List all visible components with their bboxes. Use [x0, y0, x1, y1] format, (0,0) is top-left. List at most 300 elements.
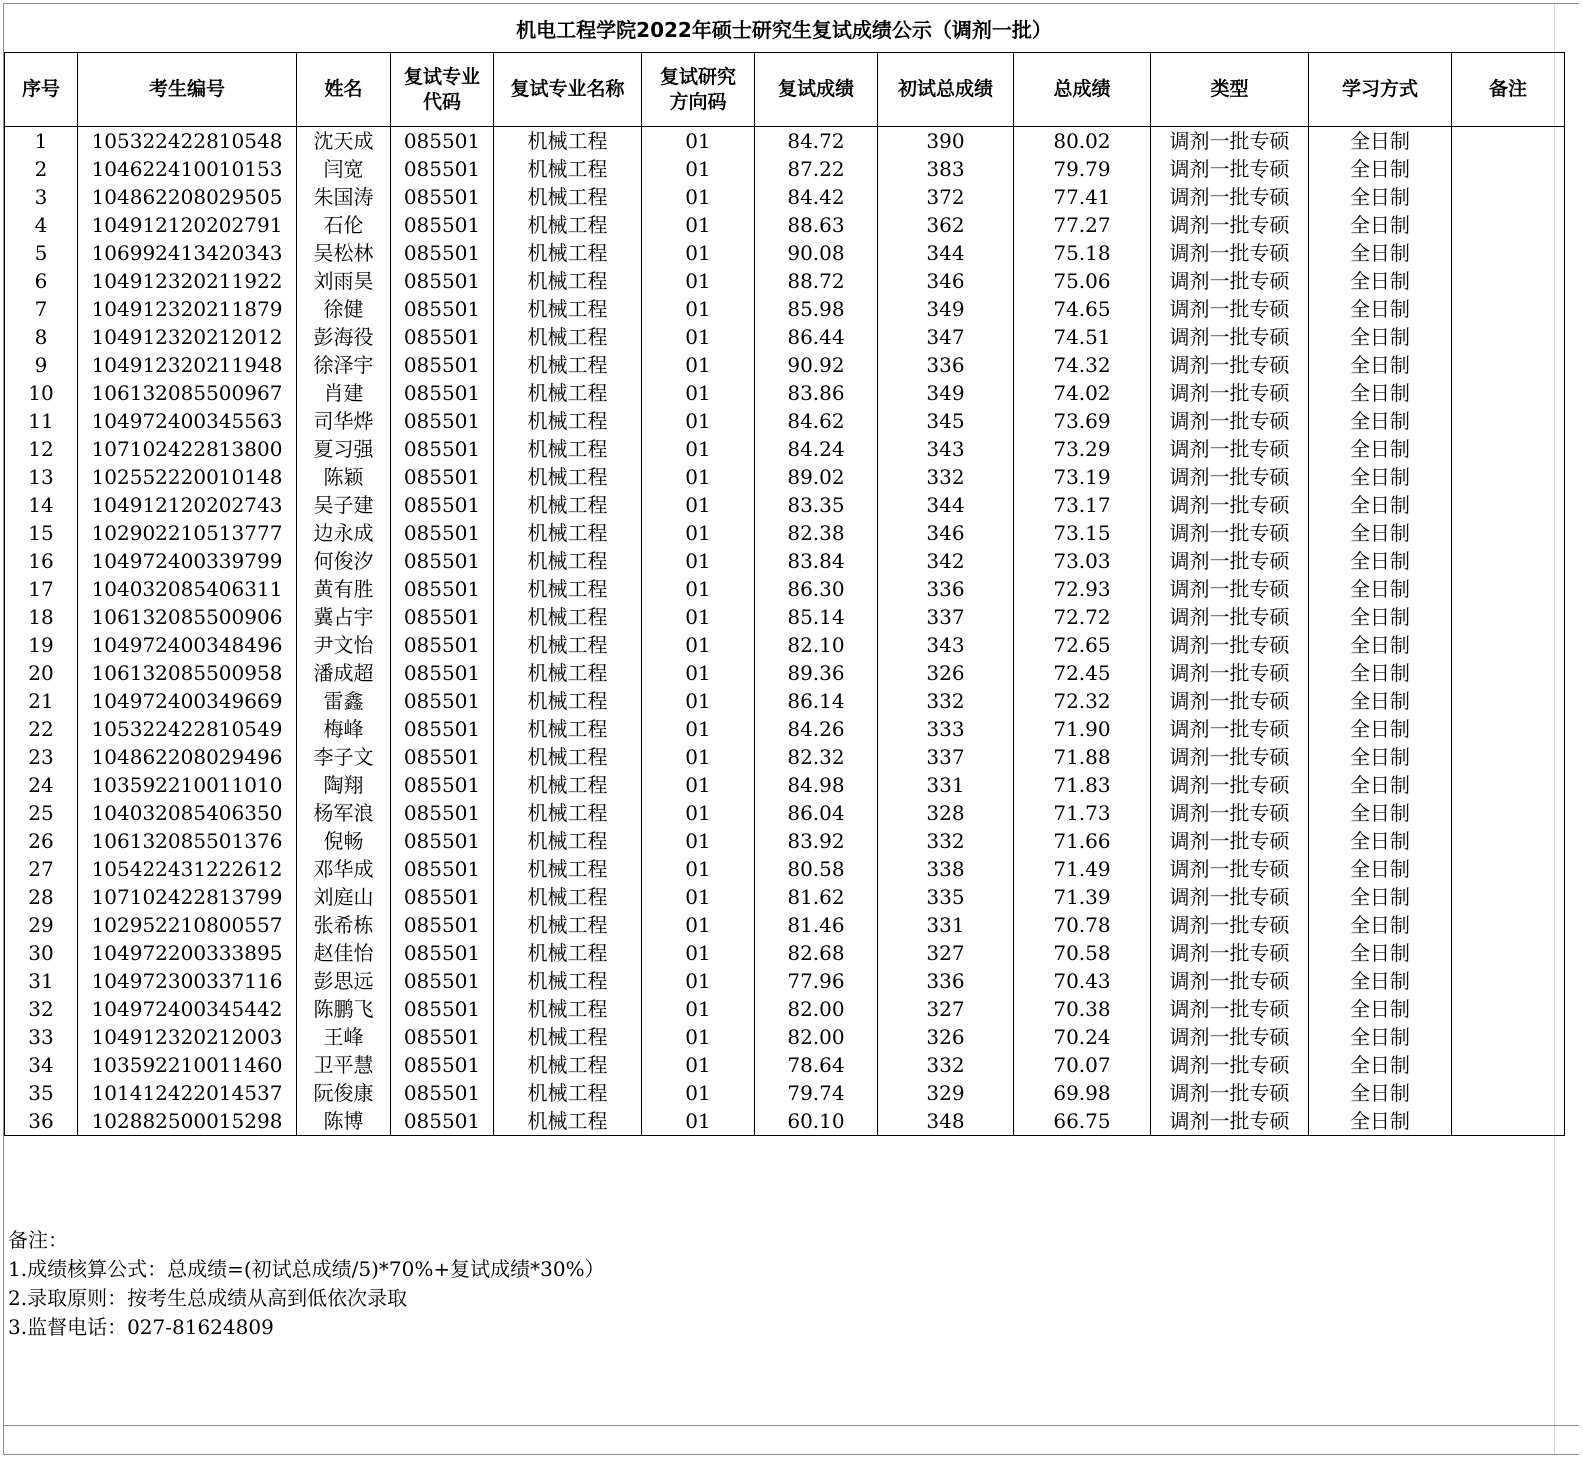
cell-major-name: 机械工程: [494, 687, 642, 715]
cell-study-mode: 全日制: [1309, 1023, 1452, 1051]
cell-major-name: 机械工程: [494, 239, 642, 267]
cell-total-score: 72.72: [1014, 603, 1151, 631]
cell-retest-score: 90.92: [755, 351, 878, 379]
cell-retest-score: 90.08: [755, 239, 878, 267]
cell-direction-code: 01: [642, 799, 755, 827]
cell-type: 调剂一批专硕: [1151, 715, 1309, 743]
cell-study-mode: 全日制: [1309, 911, 1452, 939]
cell-major-name: 机械工程: [494, 603, 642, 631]
cell-study-mode: 全日制: [1309, 995, 1452, 1023]
cell-initial-score: 329: [878, 1079, 1014, 1107]
cell-remarks: [1452, 407, 1565, 435]
cell-initial-score: 333: [878, 715, 1014, 743]
cell-direction-code: 01: [642, 407, 755, 435]
cell-index: 15: [5, 519, 78, 547]
cell-direction-code: 01: [642, 827, 755, 855]
cell-remarks: [1452, 323, 1565, 351]
cell-major-code: 085501: [391, 743, 494, 771]
cell-major-code: 085501: [391, 211, 494, 239]
table-row: [5, 491, 1565, 519]
cell-retest-score: 82.68: [755, 939, 878, 967]
cell-name: 李子文: [297, 743, 391, 771]
cell-remarks: [1452, 155, 1565, 183]
cell-retest-score: 84.72: [755, 127, 878, 156]
table-row: [5, 463, 1565, 491]
cell-name: 陈颖: [297, 463, 391, 491]
cell-study-mode: 全日制: [1309, 603, 1452, 631]
table-row: [5, 407, 1565, 435]
cell-major-name: 机械工程: [494, 715, 642, 743]
cell-name: 雷鑫: [297, 687, 391, 715]
cell-major-name: 机械工程: [494, 407, 642, 435]
cell-remarks: [1452, 827, 1565, 855]
cell-candidate-id: 102952210800557: [78, 911, 297, 939]
cell-total-score: 70.78: [1014, 911, 1151, 939]
table-row: [5, 911, 1565, 939]
cell-total-score: 70.43: [1014, 967, 1151, 995]
cell-candidate-id: 102552220010148: [78, 463, 297, 491]
cell-remarks: [1452, 1051, 1565, 1079]
cell-remarks: [1452, 799, 1565, 827]
cell-type: 调剂一批专硕: [1151, 407, 1309, 435]
cell-major-code: 085501: [391, 1051, 494, 1079]
cell-major-name: 机械工程: [494, 435, 642, 463]
cell-retest-score: 85.14: [755, 603, 878, 631]
cell-initial-score: 343: [878, 631, 1014, 659]
cell-name: 肖建: [297, 379, 391, 407]
cell-major-name: 机械工程: [494, 827, 642, 855]
cell-type: 调剂一批专硕: [1151, 491, 1309, 519]
cell-direction-code: 01: [642, 939, 755, 967]
cell-candidate-id: 104912320211948: [78, 351, 297, 379]
cell-major-code: 085501: [391, 967, 494, 995]
cell-total-score: 73.03: [1014, 547, 1151, 575]
cell-initial-score: 346: [878, 267, 1014, 295]
cell-direction-code: 01: [642, 687, 755, 715]
cell-type: 调剂一批专硕: [1151, 771, 1309, 799]
cell-major-code: 085501: [391, 295, 494, 323]
col-header-major-name: 复试专业名称: [494, 53, 642, 127]
cell-initial-score: 332: [878, 827, 1014, 855]
cell-candidate-id: 103592210011460: [78, 1051, 297, 1079]
cell-total-score: 74.32: [1014, 351, 1151, 379]
cell-total-score: 71.39: [1014, 883, 1151, 911]
cell-retest-score: 86.30: [755, 575, 878, 603]
cell-index: 33: [5, 1023, 78, 1051]
cell-candidate-id: 104912320211879: [78, 295, 297, 323]
cell-initial-score: 336: [878, 967, 1014, 995]
col-header-major-code: 复试专业代码: [391, 53, 494, 127]
cell-index: 29: [5, 911, 78, 939]
cell-direction-code: 01: [642, 547, 755, 575]
cell-candidate-id: 101412422014537: [78, 1079, 297, 1107]
cell-direction-code: 01: [642, 435, 755, 463]
cell-name: 王峰: [297, 1023, 391, 1051]
notes-heading: 备注：: [8, 1228, 68, 1252]
cell-name: 吴子建: [297, 491, 391, 519]
cell-name: 陈鹏飞: [297, 995, 391, 1023]
cell-index: 6: [5, 267, 78, 295]
cell-direction-code: 01: [642, 211, 755, 239]
note-formula: 1.成绩核算公式：总成绩=(初试总成绩/5)*70%+复试成绩*30%）: [8, 1257, 605, 1281]
cell-index: 25: [5, 799, 78, 827]
cell-candidate-id: 102902210513777: [78, 519, 297, 547]
cell-major-code: 085501: [391, 883, 494, 911]
cell-remarks: [1452, 883, 1565, 911]
cell-type: 调剂一批专硕: [1151, 855, 1309, 883]
cell-retest-score: 84.98: [755, 771, 878, 799]
cell-candidate-id: 104862208029505: [78, 183, 297, 211]
table-row: [5, 687, 1565, 715]
cell-major-name: 机械工程: [494, 323, 642, 351]
cell-study-mode: 全日制: [1309, 547, 1452, 575]
cell-total-score: 70.58: [1014, 939, 1151, 967]
table-row: [5, 967, 1565, 995]
cell-total-score: 72.93: [1014, 575, 1151, 603]
cell-initial-score: 328: [878, 799, 1014, 827]
cell-initial-score: 343: [878, 435, 1014, 463]
cell-name: 刘雨昊: [297, 267, 391, 295]
cell-initial-score: 346: [878, 519, 1014, 547]
cell-study-mode: 全日制: [1309, 435, 1452, 463]
cell-retest-score: 82.32: [755, 743, 878, 771]
cell-study-mode: 全日制: [1309, 351, 1452, 379]
cell-major-name: 机械工程: [494, 547, 642, 575]
table-row: [5, 323, 1565, 351]
cell-type: 调剂一批专硕: [1151, 463, 1309, 491]
cell-retest-score: 78.64: [755, 1051, 878, 1079]
cell-major-code: 085501: [391, 827, 494, 855]
cell-name: 尹文怡: [297, 631, 391, 659]
table-row: [5, 155, 1565, 183]
table-row: [5, 743, 1565, 771]
cell-total-score: 77.27: [1014, 211, 1151, 239]
cell-remarks: [1452, 351, 1565, 379]
cell-study-mode: 全日制: [1309, 183, 1452, 211]
cell-remarks: [1452, 771, 1565, 799]
cell-type: 调剂一批专硕: [1151, 1051, 1309, 1079]
cell-initial-score: 337: [878, 743, 1014, 771]
cell-direction-code: 01: [642, 491, 755, 519]
cell-remarks: [1452, 687, 1565, 715]
cell-candidate-id: 104032085406311: [78, 575, 297, 603]
cell-initial-score: 338: [878, 855, 1014, 883]
table-row: [5, 547, 1565, 575]
cell-initial-score: 337: [878, 603, 1014, 631]
cell-major-name: 机械工程: [494, 575, 642, 603]
cell-total-score: 77.41: [1014, 183, 1151, 211]
cell-major-name: 机械工程: [494, 659, 642, 687]
cell-retest-score: 87.22: [755, 155, 878, 183]
table-row: [5, 295, 1565, 323]
note-admission-rule: 2.录取原则：按考生总成绩从高到低依次录取: [8, 1286, 408, 1310]
cell-name: 边永成: [297, 519, 391, 547]
cell-name: 徐健: [297, 295, 391, 323]
cell-major-name: 机械工程: [494, 771, 642, 799]
cell-major-code: 085501: [391, 1079, 494, 1107]
cell-type: 调剂一批专硕: [1151, 1079, 1309, 1107]
cell-study-mode: 全日制: [1309, 799, 1452, 827]
cell-major-name: 机械工程: [494, 1107, 642, 1136]
cell-name: 卫平慧: [297, 1051, 391, 1079]
cell-index: 17: [5, 575, 78, 603]
cell-name: 赵佳怡: [297, 939, 391, 967]
cell-initial-score: 348: [878, 1107, 1014, 1136]
cell-remarks: [1452, 547, 1565, 575]
cell-type: 调剂一批专硕: [1151, 547, 1309, 575]
cell-study-mode: 全日制: [1309, 155, 1452, 183]
cell-remarks: [1452, 967, 1565, 995]
cell-name: 邓华成: [297, 855, 391, 883]
cell-index: 11: [5, 407, 78, 435]
cell-direction-code: 01: [642, 295, 755, 323]
cell-index: 1: [5, 127, 78, 156]
col-header-retest-score: 复试成绩: [755, 53, 878, 127]
cell-remarks: [1452, 127, 1565, 156]
cell-index: 22: [5, 715, 78, 743]
cell-major-code: 085501: [391, 155, 494, 183]
cell-remarks: [1452, 855, 1565, 883]
cell-type: 调剂一批专硕: [1151, 799, 1309, 827]
cell-major-code: 085501: [391, 687, 494, 715]
cell-study-mode: 全日制: [1309, 379, 1452, 407]
cell-total-score: 73.69: [1014, 407, 1151, 435]
cell-name: 沈天成: [297, 127, 391, 156]
cell-total-score: 71.66: [1014, 827, 1151, 855]
cell-initial-score: 345: [878, 407, 1014, 435]
cell-type: 调剂一批专硕: [1151, 435, 1309, 463]
cell-major-name: 机械工程: [494, 1079, 642, 1107]
cell-initial-score: 336: [878, 575, 1014, 603]
cell-name: 闫宽: [297, 155, 391, 183]
cell-direction-code: 01: [642, 1079, 755, 1107]
cell-type: 调剂一批专硕: [1151, 351, 1309, 379]
cell-study-mode: 全日制: [1309, 267, 1452, 295]
cell-candidate-id: 104972400339799: [78, 547, 297, 575]
col-header-initial-score: 初试总成绩: [878, 53, 1014, 127]
cell-remarks: [1452, 211, 1565, 239]
cell-direction-code: 01: [642, 1051, 755, 1079]
cell-major-name: 机械工程: [494, 911, 642, 939]
cell-initial-score: 326: [878, 1023, 1014, 1051]
cell-type: 调剂一批专硕: [1151, 183, 1309, 211]
cell-name: 刘庭山: [297, 883, 391, 911]
cell-type: 调剂一批专硕: [1151, 379, 1309, 407]
cell-type: 调剂一批专硕: [1151, 911, 1309, 939]
cell-major-code: 085501: [391, 183, 494, 211]
cell-major-code: 085501: [391, 491, 494, 519]
cell-index: 12: [5, 435, 78, 463]
cell-candidate-id: 106992413420343: [78, 239, 297, 267]
cell-major-name: 机械工程: [494, 939, 642, 967]
cell-total-score: 72.45: [1014, 659, 1151, 687]
cell-major-code: 085501: [391, 323, 494, 351]
cell-major-code: 085501: [391, 995, 494, 1023]
cell-name: 何俊汐: [297, 547, 391, 575]
cell-remarks: [1452, 1107, 1565, 1136]
cell-candidate-id: 104862208029496: [78, 743, 297, 771]
cell-direction-code: 01: [642, 855, 755, 883]
cell-candidate-id: 104972400345442: [78, 995, 297, 1023]
cell-remarks: [1452, 603, 1565, 631]
cell-candidate-id: 106132085501376: [78, 827, 297, 855]
cell-direction-code: 01: [642, 967, 755, 995]
cell-index: 14: [5, 491, 78, 519]
table-row: [5, 267, 1565, 295]
table-row: [5, 995, 1565, 1023]
cell-major-code: 085501: [391, 631, 494, 659]
cell-name: 潘成超: [297, 659, 391, 687]
cell-major-name: 机械工程: [494, 211, 642, 239]
cell-initial-score: 347: [878, 323, 1014, 351]
cell-direction-code: 01: [642, 1023, 755, 1051]
cell-name: 彭思远: [297, 967, 391, 995]
cell-index: 21: [5, 687, 78, 715]
cell-initial-score: 332: [878, 1051, 1014, 1079]
cell-candidate-id: 105322422810549: [78, 715, 297, 743]
cell-type: 调剂一批专硕: [1151, 883, 1309, 911]
table-row: [5, 211, 1565, 239]
cell-retest-score: 84.62: [755, 407, 878, 435]
table-row: [5, 631, 1565, 659]
cell-retest-score: 84.42: [755, 183, 878, 211]
cell-direction-code: 01: [642, 631, 755, 659]
cell-index: 31: [5, 967, 78, 995]
cell-retest-score: 89.36: [755, 659, 878, 687]
cell-name: 陶翔: [297, 771, 391, 799]
cell-name: 石伦: [297, 211, 391, 239]
cell-study-mode: 全日制: [1309, 715, 1452, 743]
cell-major-name: 机械工程: [494, 463, 642, 491]
cell-major-code: 085501: [391, 379, 494, 407]
cell-retest-score: 80.58: [755, 855, 878, 883]
cell-name: 朱国涛: [297, 183, 391, 211]
cell-candidate-id: 102882500015298: [78, 1107, 297, 1136]
cell-index: 4: [5, 211, 78, 239]
cell-candidate-id: 104912320212003: [78, 1023, 297, 1051]
cell-candidate-id: 106132085500967: [78, 379, 297, 407]
cell-study-mode: 全日制: [1309, 407, 1452, 435]
cell-total-score: 66.75: [1014, 1107, 1151, 1136]
cell-initial-score: 390: [878, 127, 1014, 156]
cell-type: 调剂一批专硕: [1151, 323, 1309, 351]
cell-total-score: 72.32: [1014, 687, 1151, 715]
cell-study-mode: 全日制: [1309, 967, 1452, 995]
cell-retest-score: 89.02: [755, 463, 878, 491]
cell-study-mode: 全日制: [1309, 239, 1452, 267]
cell-study-mode: 全日制: [1309, 575, 1452, 603]
cell-direction-code: 01: [642, 659, 755, 687]
cell-remarks: [1452, 911, 1565, 939]
cell-remarks: [1452, 183, 1565, 211]
spreadsheet: [3, 3, 1579, 1455]
table-row: [5, 351, 1565, 379]
cell-index: 10: [5, 379, 78, 407]
cell-major-name: 机械工程: [494, 995, 642, 1023]
cell-type: 调剂一批专硕: [1151, 1107, 1309, 1136]
cell-index: 7: [5, 295, 78, 323]
cell-remarks: [1452, 239, 1565, 267]
cell-name: 梅峰: [297, 715, 391, 743]
cell-candidate-id: 104972200333895: [78, 939, 297, 967]
cell-type: 调剂一批专硕: [1151, 967, 1309, 995]
table-row: [5, 827, 1565, 855]
cell-total-score: 73.17: [1014, 491, 1151, 519]
cell-name: 司华烨: [297, 407, 391, 435]
cell-type: 调剂一批专硕: [1151, 575, 1309, 603]
cell-candidate-id: 104972400349669: [78, 687, 297, 715]
cell-direction-code: 01: [642, 463, 755, 491]
cell-index: 27: [5, 855, 78, 883]
cell-major-name: 机械工程: [494, 631, 642, 659]
cell-major-name: 机械工程: [494, 127, 642, 156]
cell-major-code: 085501: [391, 1107, 494, 1136]
cell-total-score: 70.38: [1014, 995, 1151, 1023]
cell-index: 34: [5, 1051, 78, 1079]
cell-major-code: 085501: [391, 519, 494, 547]
cell-candidate-id: 104912120202743: [78, 491, 297, 519]
col-header-type: 类型: [1151, 53, 1309, 127]
cell-major-name: 机械工程: [494, 295, 642, 323]
cell-index: 32: [5, 995, 78, 1023]
cell-name: 张希栋: [297, 911, 391, 939]
cell-major-code: 085501: [391, 407, 494, 435]
cell-name: 倪畅: [297, 827, 391, 855]
cell-remarks: [1452, 463, 1565, 491]
cell-name: 徐泽宇: [297, 351, 391, 379]
cell-index: 13: [5, 463, 78, 491]
table-row: [5, 883, 1565, 911]
table-row: [5, 519, 1565, 547]
table-row: [5, 435, 1565, 463]
cell-study-mode: 全日制: [1309, 883, 1452, 911]
cell-retest-score: 82.00: [755, 995, 878, 1023]
cell-major-code: 085501: [391, 659, 494, 687]
cell-total-score: 73.15: [1014, 519, 1151, 547]
cell-major-code: 085501: [391, 603, 494, 631]
cell-total-score: 79.79: [1014, 155, 1151, 183]
cell-total-score: 73.19: [1014, 463, 1151, 491]
cell-direction-code: 01: [642, 1107, 755, 1136]
cell-total-score: 73.29: [1014, 435, 1151, 463]
cell-retest-score: 79.74: [755, 1079, 878, 1107]
cell-type: 调剂一批专硕: [1151, 995, 1309, 1023]
cell-type: 调剂一批专硕: [1151, 239, 1309, 267]
cell-major-code: 085501: [391, 771, 494, 799]
cell-total-score: 74.51: [1014, 323, 1151, 351]
cell-major-code: 085501: [391, 715, 494, 743]
table-row: [5, 939, 1565, 967]
cell-initial-score: 331: [878, 771, 1014, 799]
cell-total-score: 74.65: [1014, 295, 1151, 323]
table-row: [5, 1051, 1565, 1079]
cell-direction-code: 01: [642, 379, 755, 407]
cell-type: 调剂一批专硕: [1151, 267, 1309, 295]
cell-major-name: 机械工程: [494, 351, 642, 379]
cell-remarks: [1452, 995, 1565, 1023]
cell-retest-score: 86.04: [755, 799, 878, 827]
cell-retest-score: 82.00: [755, 1023, 878, 1051]
cell-total-score: 75.18: [1014, 239, 1151, 267]
cell-initial-score: 332: [878, 463, 1014, 491]
cell-major-code: 085501: [391, 547, 494, 575]
col-header-total-score: 总成绩: [1014, 53, 1151, 127]
cell-candidate-id: 105422431222612: [78, 855, 297, 883]
cell-remarks: [1452, 1079, 1565, 1107]
cell-initial-score: 327: [878, 995, 1014, 1023]
cell-study-mode: 全日制: [1309, 323, 1452, 351]
cell-study-mode: 全日制: [1309, 211, 1452, 239]
